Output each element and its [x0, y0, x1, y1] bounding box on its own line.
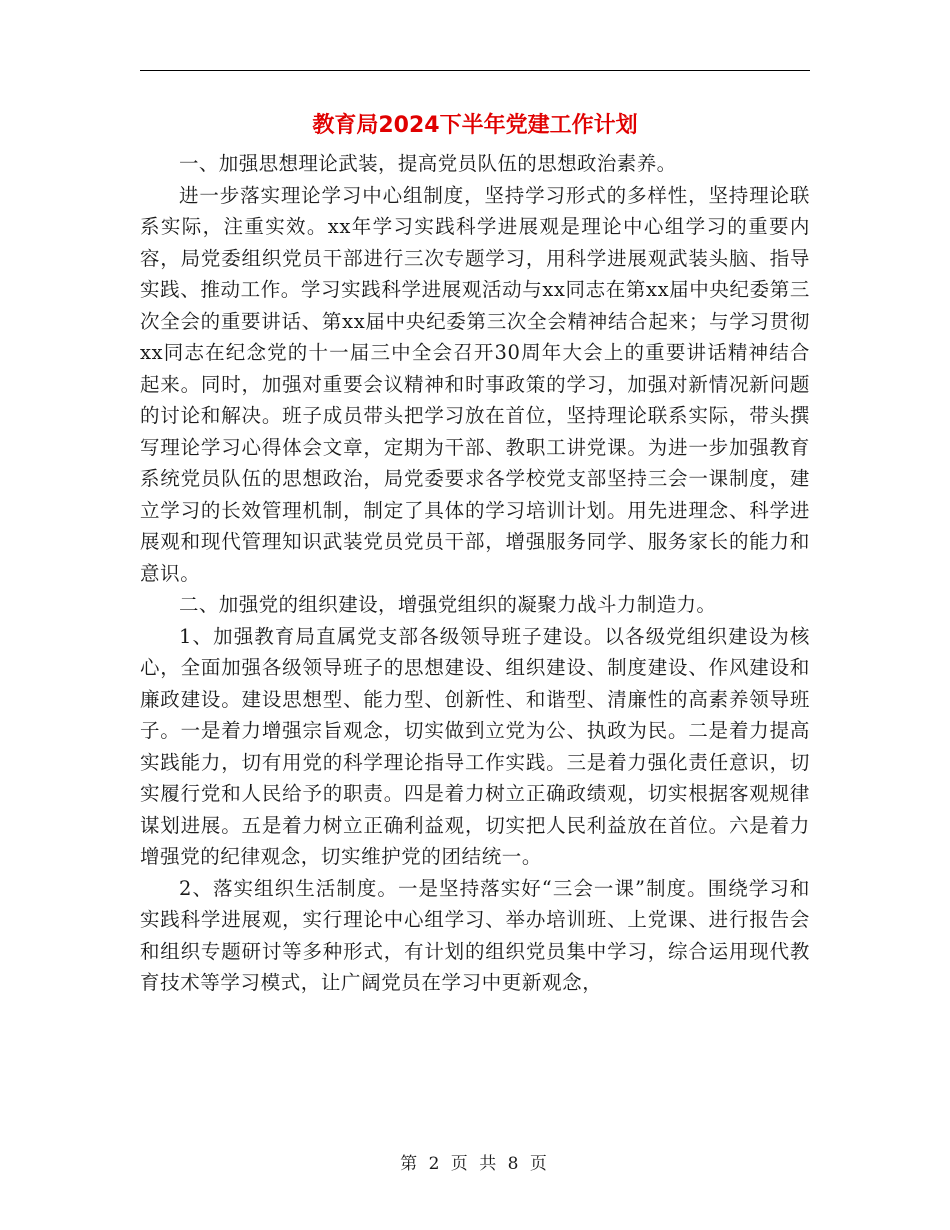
body-paragraph-2: 1、加强教育局直属党支部各级领导班子建设。以各级党组织建设为核心，全面加强各级领导班子的思想建设、组织建设、制度建设、作风建设和廉政建设。建设思想型、能力型、创新性、和谐型、清廉性的高素养领导班子。一是着力增强宗旨观念，切实做到立党为公、执政为民。二是着力提高实践能力，切有用党的科学理论指导工作实践。三是着力强化责任意识，切实履行党和人民给予的职责。四是着力树立正确政绩观，切实根据客观规律谋划进展。五是着力树立正确利益观，切实把人民利益放在首位。六是着力增强党的纪律观念，切实维护党的团结统一。 [140, 624, 810, 868]
body-paragraph-1: 进一步落实理论学习中心组制度，坚持学习形式的多样性，坚持理论联系实际，注重实效。xx年学习实践科学进展观是理论中心组学习的重要内容，局党委组织党员干部进行三次专题学习，用科学进展观武装头脑、指导实践、推动工作。学习实践科学进展观活动与xx同志在第xx届中央纪委第三次全会的重要讲话、第xx届中央纪委第三次全会精神结合起来；与学习贯彻xx同志在纪念党的十一届三中全会召开30周年大会上的重要讲话精神结合起来。同时，加强对重要会议精神和时事政策的学习，加强对新情况新问题的讨论和解决。班子成员带头把学习放在首位，坚持理论联系实际，带头撰写理论学习心得体会文章，定期为干部、教职工讲党课。为进一步加强教育系统党员队伍的思想政治，局党委要求各学校党支部坚持三会一课制度，建立学习的长效管理机制，制定了具体的学习培训计划。用先进理念、科学进展观和现代管理知识武装党员党员干部，增强服务同学、服务家长的能力和意识。 [140, 183, 810, 585]
section-heading-2: 二、加强党的组织建设，增强党组织的凝聚力战斗力制造力。 [179, 593, 717, 616]
page-number: 第 2 页 共 8 页 [400, 1154, 550, 1174]
header-rule [140, 70, 810, 71]
document-body [140, 148, 810, 999]
body-paragraph-3: 2、落实组织生活制度。一是坚持落实好“三会一课”制度。围绕学习和实践科学进展观，实行理论中心组学习、举办培训班、上党课、进行报告会和组织专题研讨等多种形式，有计划的组织党员集中学习，综合运用现代教育技术等学习模式，让广阔党员在学习中更新观念， [140, 876, 810, 994]
document-title: 教育局2024下半年党建工作计划 [312, 113, 638, 138]
section-heading-1: 一、加强思想理论武装，提高党员队伍的思想政治素养。 [179, 152, 677, 175]
